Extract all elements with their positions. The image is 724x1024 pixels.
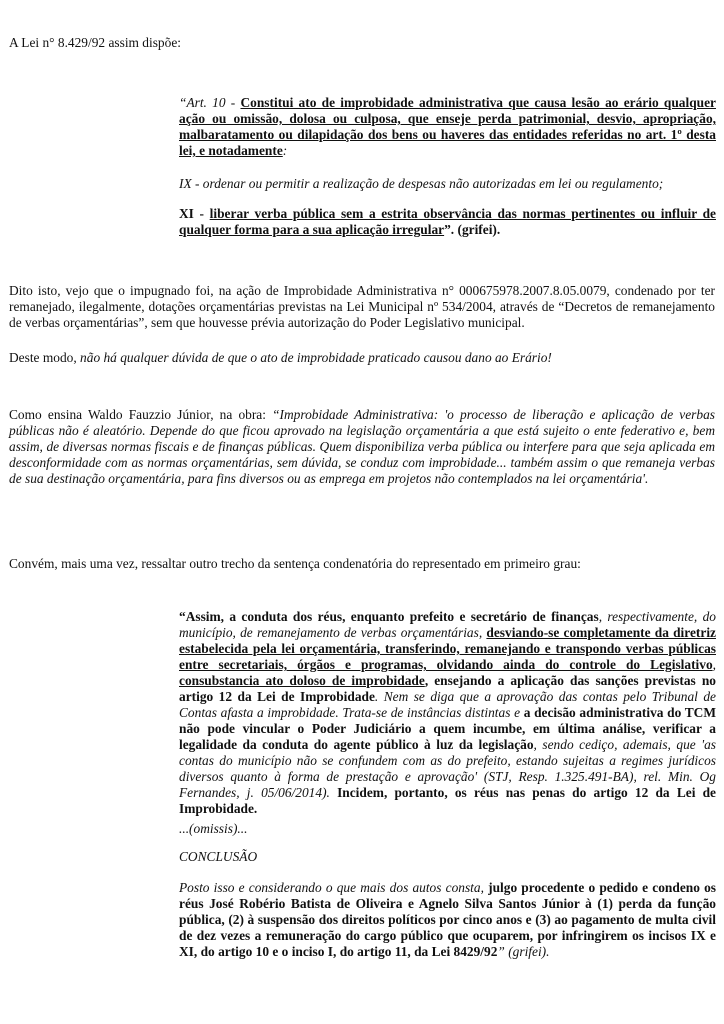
convem-paragraph: Convém, mais uma vez, ressaltar outro trecho da sentença condenatória do representado em primeiro grau: [9, 556, 581, 571]
art10-caput-text: Constitui ato de improbidade administrativa que causa lesão ao erário qualquer ação ou omissão, dolosa ou culposa, que enseje perda patrimonial, desvio, apropriação, malbaratamento ou dilapidação dos bens ou haveres das entidades referidas no art. 1º desta lei, e notadamente [179, 95, 716, 158]
art10-caput: “Art. 10 - Constitui ato de improbidade administrativa que causa lesão ao erário qualquer ação ou omissão, dolosa ou culposa, que enseje perda patrimonial, desvio, apropriação, malbaratamento ou dilapidação dos bens ou haveres das entidades referidas no art. 1º desta lei, e notadamente: [179, 95, 716, 158]
art10-lead: “Art. 10 - [179, 95, 241, 110]
omissis-text: ...(omissis)... [179, 821, 248, 836]
conclusao-paragraph: Posto isso e considerando o que mais dos autos consta, julgo procedente o pedido e condeno os réus José Robério Batista de Oliveira e Agnelo Silva Santos Júnior à (1) perda da função pública, (2) à suspensão dos direitos políticos por cinco anos e (3) ao pagamento de multa civil de dez vezes a remuneração do cargo público que ocuparem, por infringirem os incisos IX e XI, do artigo 10 e o inciso I, do artigo 11, da Lei 8429/92” (grifei). [179, 880, 716, 959]
dito-isto-paragraph: Dito isto, vejo que o impugnado foi, na ação de Improbidade Administrativa n° 000675978.2007.8.05.0079, condenado por ter remanejado, ilegalmente, dotações orçamentárias previstas na Lei Municipal nº 534/2004, através de “Decretos de remanejamento de verbas orçamentárias”, sem que houvesse prévia autorização do Poder Legislativo municipal. [9, 283, 715, 330]
art10-inciso-ix: IX - ordenar ou permitir a realização de despesas não autorizadas em lei ou regulamento; [179, 176, 664, 191]
conclusao-heading: CONCLUSÃO [179, 849, 258, 864]
waldo-citation-paragraph: Como ensina Waldo Fauzzio Júnior, na obra: “Improbidade Administrativa: 'o processo de liberação e aplicação de verbas públicas não é aleatório. Depende do que ficou aprovado na legislação orçamentária a que está sujeito o ente federativo e, bem assim, de diversas normas fiscais e de finanças públicas. Quem disponibiliza verba pública ou interfere para que seja aplicada em desconformidade com as normas orçamentárias, sem dúvida, se conduz com improbidade... também assim o que remaneja verbas de sua destinação orçamentária, para fins diversos ou as emprega em projetos não contemplados na lei orçamentária'. [9, 407, 715, 486]
deste-modo-paragraph: Deste modo, não há qualquer dúvida de que o ato de improbidade praticado causou dano ao Erário! [9, 350, 552, 365]
sentenca-quote: “Assim, a conduta dos réus, enquanto prefeito e secretário de finanças, respectivamente, do município, de remanejamento de verbas orçamentárias, desviando-se completamente da diretriz estabelecida pela lei orçamentária, transferindo, remanejando e transpondo verbas públicas entre secretariais, órgãos e programas, olvidando ainda do controle do Legislativo, consubstancia ato doloso de improbidade, ensejando a aplicação das sanções previstas no artigo 12 da Lei de Improbidade. Nem se diga que a aprovação das contas pelo Tribunal de Contas afasta a improbidade. Trata-se de instâncias distintas e a decisão administrativa do TCM não pode vincular o Poder Judiciário a quem incumbe, em última análise, verificar a legalidade da conduta do agente público à luz da legislação, sendo cediço, ademais, que 'as contas do município não se confundem com as do prefeito, estando sujeitas a regimes jurídicos diversos quanto à forma de prestação e aprovação' (STJ, Resp. 1.325.491-BA), rel. Min. Og Fernandes, j. 05/06/2014). Incidem, portanto, os réus nas penas do artigo 12 da Lei de Improbidade. [179, 609, 717, 816]
intro-paragraph: A Lei n° 8.429/92 assim dispõe: [9, 35, 181, 50]
art10-inciso-xi: XI - liberar verba pública sem a estrita observância das normas pertinentes ou influir de qualquer forma para a sua aplicação irregular”. (grifei). [179, 206, 716, 237]
